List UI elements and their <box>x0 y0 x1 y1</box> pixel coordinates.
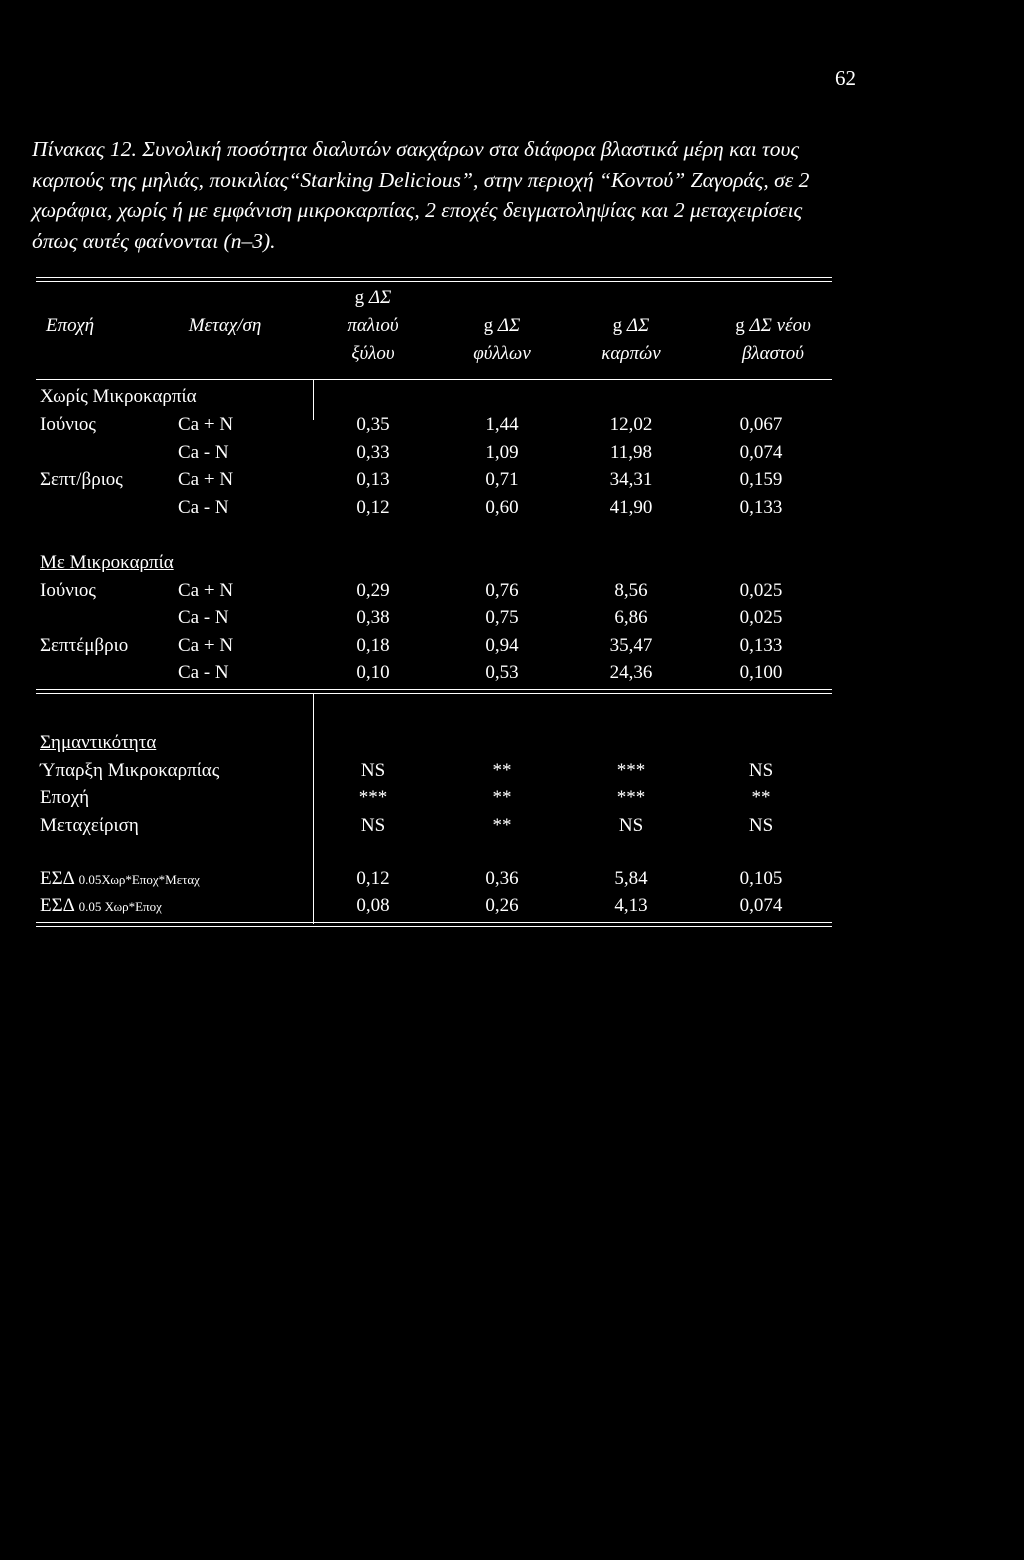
value-cell: 8,56 <box>614 580 648 601</box>
treatment-cell: Ca - N <box>178 662 229 683</box>
value-cell: 0,074 <box>739 442 783 463</box>
section-title: Με Μικροκαρπία <box>40 552 174 573</box>
value-cell: 0,75 <box>485 607 519 628</box>
significance-cell: ** <box>751 787 771 808</box>
lsd-label <box>40 895 162 918</box>
lsd-symbol: ΕΣΔ <box>40 895 74 916</box>
value-cell: 41,90 <box>609 497 653 518</box>
lsd-cell: 0,08 <box>356 895 390 916</box>
significance-cell: NS <box>748 815 774 836</box>
value-cell: 11,98 <box>609 442 653 463</box>
value-cell: 0,13 <box>356 469 390 490</box>
value-cell: 0,159 <box>739 469 783 490</box>
value-cell: 0,76 <box>485 580 519 601</box>
value-cell: 12,02 <box>609 414 653 435</box>
treatment-cell: Ca + N <box>178 469 234 490</box>
page-number: 62 <box>835 66 856 90</box>
significance-cell: NS <box>748 760 774 781</box>
header-line: καρπών <box>601 343 661 364</box>
season-cell: Ιούνιος <box>40 414 96 435</box>
header-symbol: ΔΣ <box>497 315 521 336</box>
header-line: βλαστού <box>741 343 805 364</box>
value-cell: 1,44 <box>485 414 519 435</box>
treatment-cell: Ca - N <box>178 442 229 463</box>
significance-label: Μεταχείριση <box>40 815 139 836</box>
value-cell: 0,067 <box>739 414 783 435</box>
treatment-cell: Ca - N <box>178 607 229 628</box>
value-cell: 0,100 <box>739 662 783 683</box>
significance-title: Σημαντικότητα <box>40 732 157 753</box>
value-cell: 6,86 <box>614 607 648 628</box>
lsd-cell: 0,074 <box>739 895 783 916</box>
header-symbol: ΔΣ <box>749 315 772 336</box>
value-cell: 0,025 <box>739 607 783 628</box>
significance-cell: ** <box>492 760 512 781</box>
header-unit: g <box>735 315 745 336</box>
column-divider <box>313 694 314 924</box>
value-cell: 0,94 <box>485 635 519 656</box>
treatment-cell: Ca - N <box>178 497 229 518</box>
significance-cell: NS <box>618 815 644 836</box>
significance-label: Ύπαρξη Μικροκαρπίας <box>40 760 220 781</box>
significance-cell: NS <box>360 815 386 836</box>
value-cell: 0,60 <box>485 497 519 518</box>
lsd-subscript: 0.05Χωρ*Εποχ*Μεταχ <box>78 872 200 887</box>
header-line: ξύλου <box>351 343 395 364</box>
lsd-symbol: ΕΣΔ <box>40 868 74 889</box>
value-cell: 24,36 <box>609 662 653 683</box>
value-cell: 0,33 <box>356 442 390 463</box>
value-cell: 0,29 <box>356 580 390 601</box>
value-cell: 0,133 <box>739 635 783 656</box>
header-line: παλιού <box>347 315 399 336</box>
header-unit: g <box>612 315 623 336</box>
header-new-shoot <box>703 312 843 368</box>
header-old-wood <box>318 284 428 368</box>
significance-cell: *** <box>616 760 646 781</box>
header-treatment: Μεταχ/ση <box>188 315 262 336</box>
value-cell: 35,47 <box>609 635 653 656</box>
significance-cell: *** <box>358 787 388 808</box>
header-unit: g <box>483 315 494 336</box>
data-bottom-rule <box>36 689 832 690</box>
value-cell: 0,12 <box>356 497 390 518</box>
value-cell: 0,025 <box>739 580 783 601</box>
header-leaves <box>447 312 557 368</box>
value-cell: 0,38 <box>356 607 390 628</box>
section-title: Χωρίς Μικροκαρπία <box>40 386 197 407</box>
significance-label: Εποχή <box>40 787 90 808</box>
treatment-cell: Ca + N <box>178 414 234 435</box>
header-rule <box>36 379 832 380</box>
caption-text: Συνολική ποσότητα διαλυτών σακχάρων στα διάφορα βλαστικά μέρη και τους καρπούς της μηλιάς, ποικιλίας“Starking Delicious”, στην περιοχή “Κοντού” Ζαγοράς, σε 2 χωράφια, χωρίς ή με εμφάνιση μικροκαρπίας, 2 εποχές δειγματοληψίας και 2 μεταχειρίσεις όπως αυτές φαίνονται (n–3). <box>32 137 810 253</box>
lsd-cell: 0,26 <box>485 895 519 916</box>
table-top-rule <box>36 277 832 278</box>
lsd-cell: 5,84 <box>614 868 648 889</box>
lsd-cell: 0,105 <box>739 868 783 889</box>
header-unit: g <box>354 287 365 308</box>
value-cell: 34,31 <box>609 469 653 490</box>
header-season: Εποχή <box>45 315 95 336</box>
header-line: φύλλων <box>473 343 531 364</box>
value-cell: 0,10 <box>356 662 390 683</box>
significance-cell: NS <box>360 760 386 781</box>
significance-cell: ** <box>492 787 512 808</box>
header-symbol: ΔΣ <box>626 315 650 336</box>
lsd-label <box>40 868 200 891</box>
lsd-cell: 0,36 <box>485 868 519 889</box>
column-divider <box>313 380 314 420</box>
season-cell: Σεπτέμβριο <box>40 635 129 656</box>
caption-lead: Πίνακας 12. <box>32 137 137 161</box>
significance-cell: ** <box>492 815 512 836</box>
data-bottom-rule <box>36 693 832 694</box>
lsd-cell: 0,12 <box>356 868 390 889</box>
lsd-subscript: 0.05 Χωρ*Εποχ <box>78 899 162 914</box>
value-cell: 0,53 <box>485 662 519 683</box>
value-cell: 0,133 <box>739 497 783 518</box>
season-cell: Σεπτ/βριος <box>40 469 123 490</box>
value-cell: 1,09 <box>485 442 519 463</box>
significance-cell: *** <box>616 787 646 808</box>
table-bottom-rule <box>36 922 832 923</box>
header-fruits <box>576 312 686 368</box>
season-cell: Ιούνιος <box>40 580 96 601</box>
treatment-cell: Ca + N <box>178 580 234 601</box>
table-top-rule <box>36 281 832 282</box>
value-cell: 0,71 <box>485 469 519 490</box>
header-suffix: νέου <box>776 315 811 336</box>
lsd-cell: 4,13 <box>614 895 648 916</box>
value-cell: 0,35 <box>356 414 390 435</box>
table-bottom-rule <box>36 926 832 927</box>
table-caption <box>32 134 852 256</box>
value-cell: 0,18 <box>356 635 390 656</box>
header-symbol: ΔΣ <box>368 287 392 308</box>
treatment-cell: Ca + N <box>178 635 234 656</box>
